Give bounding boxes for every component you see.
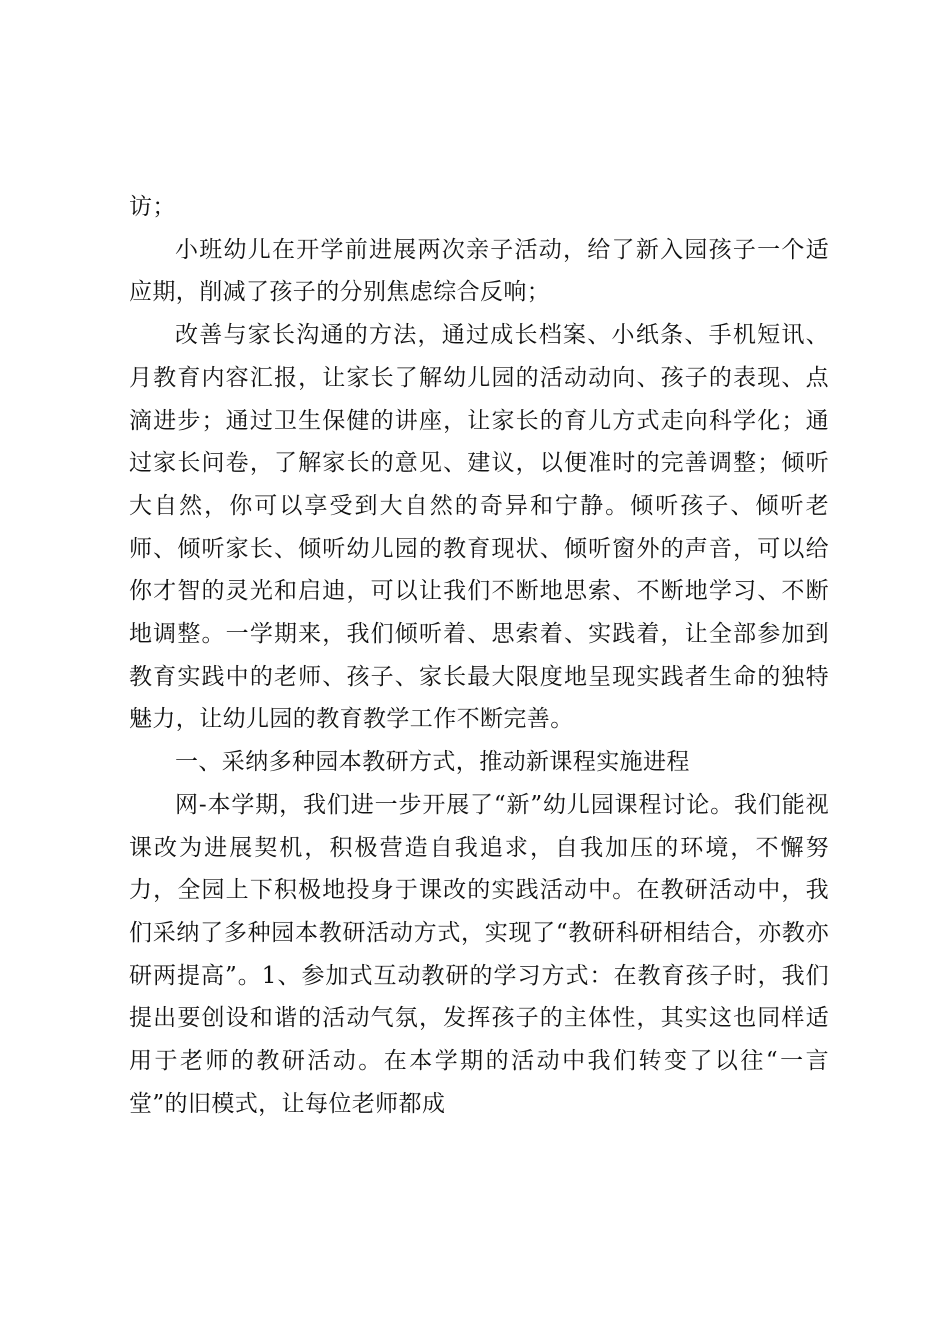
paragraph-4: 网-本学期，我们进一步开展了“新”幼儿园课程讨论。我们能视课改为进展契机，积极营造自我追求，自我加压的环境，不懈努力，全园上下积极地投身于课改的实践活动中。在教研活动中，我们采纳了多种园本教研活动方式，实现了“教研科研相结合，亦教亦研两提高”。1、参加式互动教研的学习方式：在教育孩子时，我们提出要创设和谐的活动气氛，发挥孩子的主体性，其实这也同样适用于老师的教研活动。在本学期的活动中我们转变了以往“一言堂”的旧模式，让每位老师都成: [129, 791, 829, 1117]
section-heading: 一、采纳多种园本教研方式，推动新课程实施进程: [175, 749, 690, 776]
paragraph-3: 改善与家长沟通的方法，通过成长档案、小纸条、手机短讯、月教育内容汇报，让家长了解幼儿园的活动动向、孩子的表现、点滴进步；通过卫生保健的讲座，让家长的育儿方式走向科学化；通过家长问卷，了解家长的意见、建议，以便准时的完善调整；倾听大自然，你可以享受到大自然的奇异和宁静。倾听孩子、倾听老师、倾听家长、倾听幼儿园的教育现状、倾听窗外的声音，可以给你才智的灵光和启迪，可以让我们不断地思索、不断地学习、不断地调整。一学期来，我们倾听着、思索着、实践着，让全部参加到教育实践中的老师、孩子、家长最大限度地呈现实践者生命的独特魅力，让幼儿园的教育教学工作不断完善。: [129, 322, 829, 733]
paragraph-1: 访；: [129, 194, 176, 220]
document-body: [129, 186, 829, 1125]
paragraph-2: 小班幼儿在开学前进展两次亲子活动，给了新入园孩子一个适应期，削减了孩子的分别焦虑综合反响；: [129, 236, 829, 306]
